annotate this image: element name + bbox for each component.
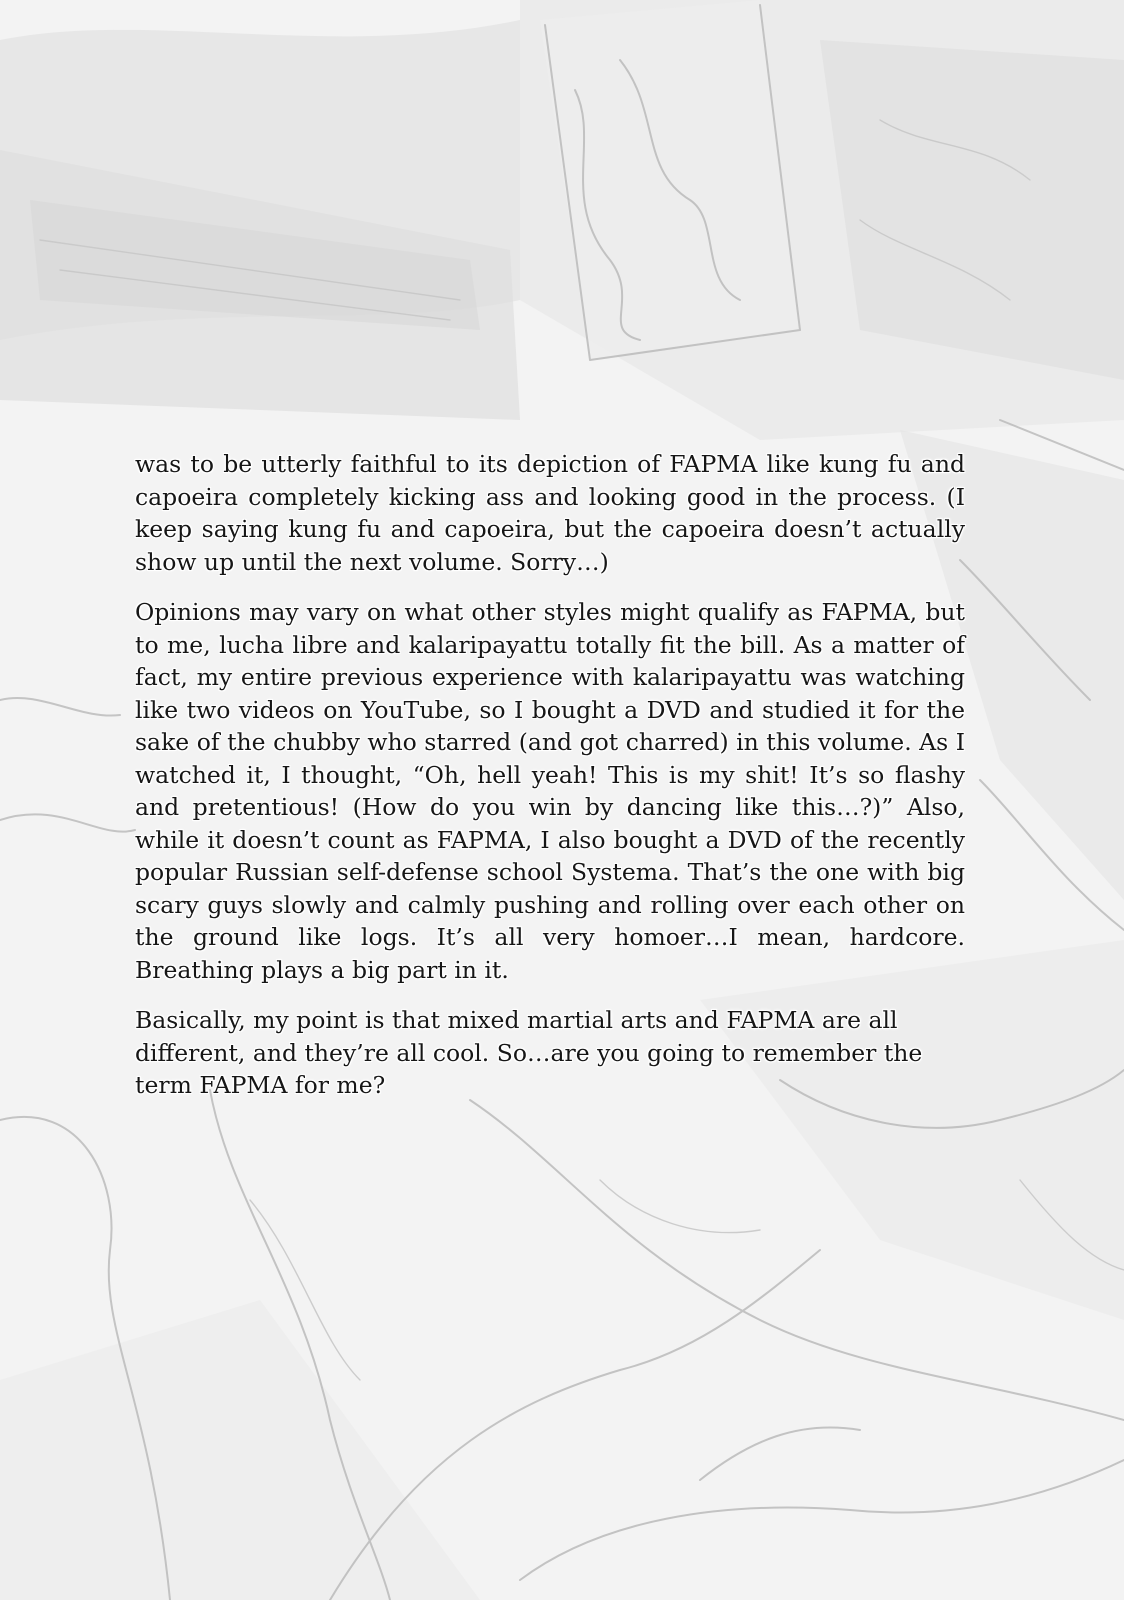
paragraph-3: Basically, my point is that mixed martial arts and FAPMA are all different, and they’re all cool. So…are you going to remember the term FAPMA for me?	[135, 1006, 923, 1099]
paragraph-1: was to be utterly faithful to its depiction of FAPMA like kung fu and capoeira completely kicking ass and looking good in the process. (I keep saying kung fu and capoeira, but the capoeira doesn’t actually show up until the next volume. Sorry…)	[135, 450, 965, 576]
afterword-text	[135, 448, 965, 1120]
paragraph-2: Opinions may vary on what other styles might qualify as FAPMA, but to me, lucha libre and kalaripayattu totally fit the bill. As a matter of fact, my entire previous experience with kalaripayattu was watching like two videos on YouTube, so I bought a DVD and studied it for the sake of the chubby who starred (and got charred) in this volume. As I watched it, I thought, “Oh, hell yeah! This is my shit! It’s so flashy and pretentious! (How do you win by dancing like this…?)” Also, while it doesn’t count as FAPMA, I also bought a DVD of the recently popular Russian self-defense school Systema. That’s the one with big scary guys slowly and calmly pushing and rolling over each other on the ground like logs. It’s all very homoer…I mean, hardcore. Breathing plays a big part in it.	[135, 598, 965, 984]
